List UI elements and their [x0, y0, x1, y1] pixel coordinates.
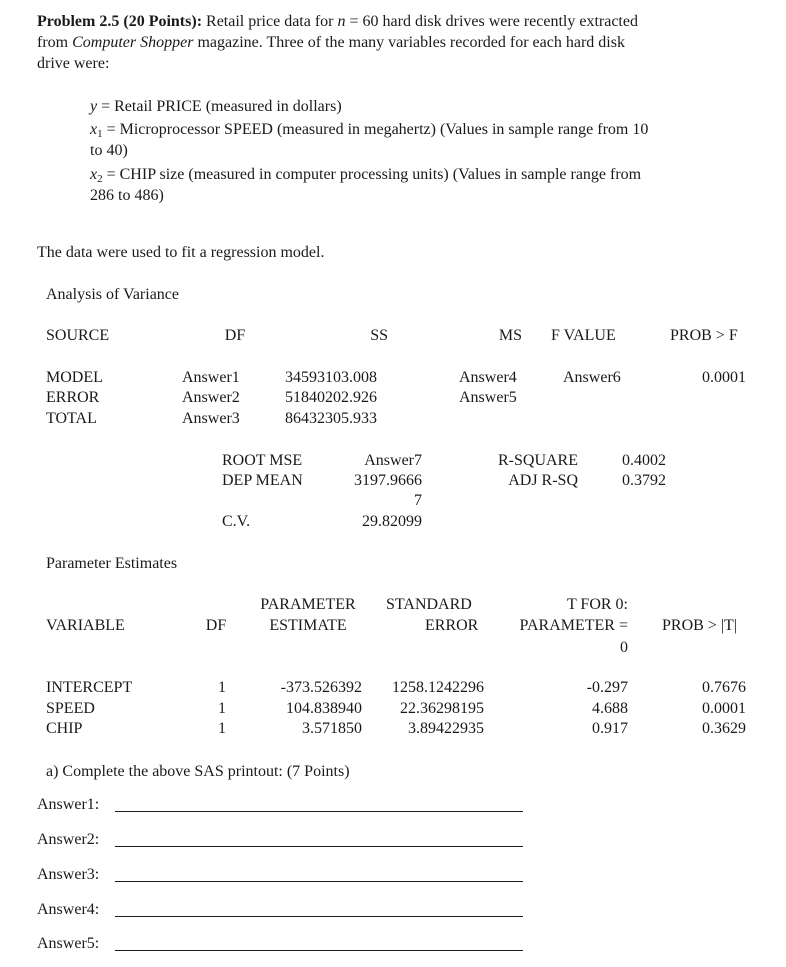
param-prob-intercept: 0.7676 [702, 679, 746, 696]
problem-line-1: Problem 2.5 (20 Points): Retail price data for n = 60 hard disk drives were recently extracted [37, 13, 638, 30]
param-df-chip: 1 [218, 720, 226, 737]
fit-text: The data were used to fit a regression model. [37, 244, 325, 261]
rsq-value: 0.4002 [622, 452, 666, 469]
problem-line-2: from Computer Shopper magazine. Three of the many variables recorded for each hard disk [37, 34, 625, 51]
param-variable-intercept: INTERCEPT [46, 679, 133, 696]
anova-header-f: F VALUE [551, 327, 616, 344]
root-mse-value: Answer7 [364, 452, 422, 469]
answer-field-3[interactable] [115, 881, 523, 882]
param-prob-chip: 0.3629 [702, 720, 746, 737]
dep-mean-wrap: 7 [414, 492, 422, 509]
param-estimate-intercept: -373.526392 [280, 679, 362, 696]
param-df-intercept: 1 [218, 679, 226, 696]
root-mse-label: ROOT MSE [222, 452, 303, 469]
anova-ss-error: 51840202.926 [285, 389, 377, 406]
params-header-df: DF [205, 617, 227, 634]
params-header-se-1: STANDARD [386, 596, 472, 613]
dep-mean-label: DEP MEAN [222, 472, 303, 489]
anova-ms-error: Answer5 [459, 389, 517, 406]
params-header-t-1: T FOR 0: [566, 596, 628, 613]
params-header-t-3: 0 [620, 639, 628, 656]
param-df-speed: 1 [218, 700, 226, 717]
rsq-label: R-SQUARE [497, 452, 578, 469]
variable-x2-cont: 286 to 486) [90, 187, 164, 204]
adjrsq-label: ADJ R-SQ [508, 472, 578, 489]
param-variable-chip: CHIP [46, 720, 83, 737]
answer-field-2[interactable] [115, 846, 523, 847]
dep-mean-value: 3197.9666 [354, 472, 422, 489]
param-t-chip: 0.917 [592, 720, 628, 737]
params-header-prob: PROB > |T| [662, 617, 737, 634]
anova-header-ss: SS [370, 327, 388, 344]
anova-source-error: ERROR [46, 389, 100, 406]
params-header-estimate-1: PARAMETER [260, 596, 356, 613]
anova-source-model: MODEL [46, 369, 103, 386]
variable-x1: $x_1$ = Microprocessor SPEED (measured in megahertz) (Values in sample range from 10 [90, 121, 649, 140]
cv-label: C.V. [222, 513, 251, 530]
variable-y: y = Retail PRICE (measured in dollars) [90, 98, 342, 115]
problem-heading: Problem 2.5 (20 Points): [37, 13, 203, 30]
anova-f-model: Answer6 [563, 369, 621, 386]
cv-value: 29.82099 [362, 513, 422, 530]
answer-field-5[interactable] [115, 950, 523, 951]
param-estimate-chip: 3.571850 [302, 720, 362, 737]
params-header-t-2: PARAMETER = [519, 617, 628, 634]
anova-header-prob: PROB > F [670, 327, 738, 344]
answer-field-1[interactable] [115, 811, 523, 812]
anova-title: Analysis of Variance [46, 286, 179, 303]
anova-header-source: SOURCE [46, 327, 110, 344]
param-t-speed: 4.688 [592, 700, 628, 717]
answer-field-4[interactable] [115, 916, 523, 917]
anova-ss-model: 34593103.008 [285, 369, 377, 386]
params-header-variable: VARIABLE [46, 617, 125, 634]
answer-label-2: Answer2: [37, 831, 100, 848]
param-prob-speed: 0.0001 [702, 700, 746, 717]
param-se-intercept: 1258.1242296 [392, 679, 484, 696]
param-se-speed: 22.36298195 [400, 700, 484, 717]
variable-x2: $x_2$ = CHIP size (measured in computer processing units) (Values in sample range from [90, 166, 642, 185]
param-t-intercept: -0.297 [586, 679, 628, 696]
param-variable-speed: SPEED [46, 700, 95, 717]
anova-header-ms: MS [498, 327, 522, 344]
question-a: a) Complete the above SAS printout: (7 Points) [46, 763, 350, 780]
variable-x1-cont: to 40) [90, 142, 128, 159]
param-estimate-speed: 104.838940 [286, 700, 362, 717]
anova-df-total: Answer3 [182, 410, 240, 427]
params-title: Parameter Estimates [46, 555, 178, 572]
answer-label-1: Answer1: [37, 796, 100, 813]
anova-source-total: TOTAL [46, 410, 97, 427]
anova-df-error: Answer2 [182, 389, 240, 406]
anova-ss-total: 86432305.933 [285, 410, 377, 427]
anova-header-df: DF [224, 327, 246, 344]
problem-line-3: drive were: [37, 55, 110, 72]
anova-prob-model: 0.0001 [702, 369, 746, 386]
answer-label-4: Answer4: [37, 901, 100, 918]
answer-label-3: Answer3: [37, 866, 100, 883]
anova-df-model: Answer1 [182, 369, 240, 386]
anova-ms-model: Answer4 [459, 369, 517, 386]
answer-label-5: Answer5: [37, 935, 100, 952]
adjrsq-value: 0.3792 [622, 472, 666, 489]
param-se-chip: 3.89422935 [408, 720, 484, 737]
params-header-estimate-2: ESTIMATE [269, 617, 347, 634]
params-header-se-2: ERROR [425, 617, 479, 634]
